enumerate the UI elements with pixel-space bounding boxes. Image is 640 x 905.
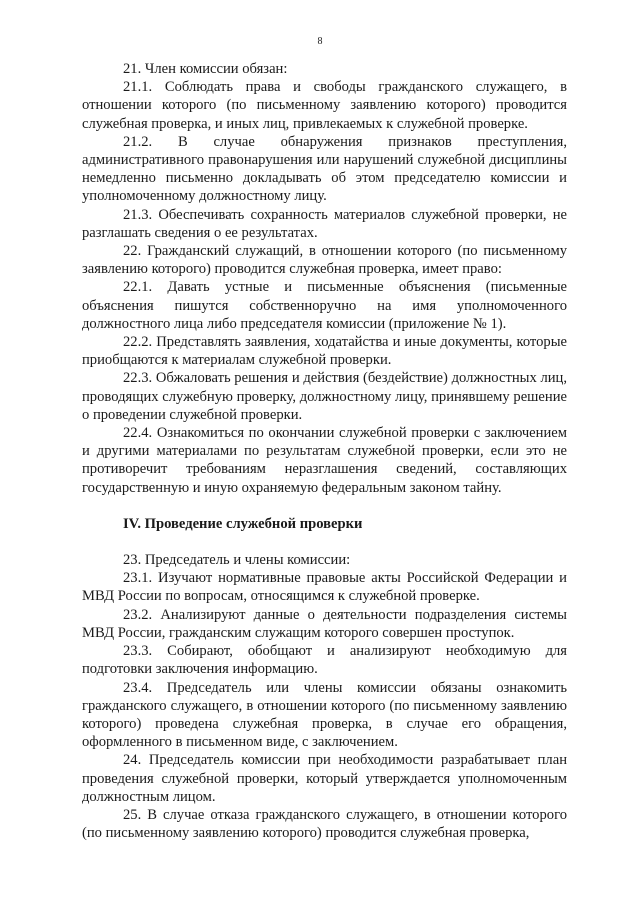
- paragraph-22-2: 22.2. Представлять заявления, ходатайства и иные документы, которые приобщаются к материалам служебной проверки.: [82, 334, 567, 369]
- paragraph-23-1: 23.1. Изучают нормативные правовые акты Российской Федерации и МВД России по вопросам, относящимся к служебной проверке.: [82, 570, 567, 605]
- section-heading: IV. Проведение служебной проверки: [123, 515, 363, 532]
- paragraph-21: 21. Член комиссии обязан:: [123, 61, 288, 77]
- paragraph-23-2: 23.2. Анализируют данные о деятельности подразделения системы МВД России, гражданским служащим которого совершен проступок.: [82, 606, 567, 641]
- paragraph-22-3: 22.3. Обжаловать решения и действия (бездействие) должностных лиц, проводящих служебную проверку, должностному лицу, принявшему решение о проведении служебной проверки.: [82, 370, 567, 423]
- document-body: [82, 60, 567, 842]
- paragraph-22-4: 22.4. Ознакомиться по окончании служебной проверки с заключением и другими материалами по результатам служебной проверки, если это не противоречит требованиям неразглашения сведений, составляющих государственную и иную охраняемую федеральным законом тайну.: [82, 425, 567, 496]
- page-number: 8: [317, 36, 323, 47]
- paragraph-21-1: 21.1. Соблюдать права и свободы гражданского служащего, в отношении которого (по письменному заявлению которого) проводится служебная проверка, и иных лиц, привлекаемых к служебной проверке.: [82, 79, 567, 132]
- paragraph-21-3: 21.3. Обеспечивать сохранность материалов служебной проверки, не разглашать сведения о ее результатах.: [82, 206, 567, 241]
- paragraph-23-4: 23.4. Председатель или члены комиссии обязаны ознакомить гражданского служащего, в отношении которого (по письменному заявлению которого) проведена служебная проверка, в случае его обращения, оформленного в письменном виде, с заключением.: [82, 679, 567, 751]
- paragraph-24: 24. Председатель комиссии при необходимости разрабатывает план проведения служебной проверки, который утверждается уполномоченным должностным лицом.: [82, 752, 567, 805]
- paragraph-21-2: 21.2. В случае обнаружения признаков преступления, административного правонарушения или нарушений служебной дисциплины немедленно письменно докладывать об этом председателю комиссии и уполномоченному должностному лицу.: [82, 133, 567, 205]
- paragraph-23-3: 23.3. Собирают, обобщают и анализируют необходимую для подготовки заключения информацию.: [82, 643, 567, 678]
- paragraph-23: 23. Председатель и члены комиссии:: [123, 552, 351, 569]
- paragraph-22-1: 22.1. Давать устные и письменные объяснения (письменные объяснения пишутся собственноручно на имя уполномоченного должностного лица либо председателя комиссии (приложение № 1).: [82, 279, 567, 332]
- paragraph-22: 22. Гражданский служащий, в отношении которого (по письменному заявлению которого) проводится служебная проверка, имеет право:: [82, 243, 567, 278]
- paragraph-25: 25. В случае отказа гражданского служащего, в отношении которого (по письменному заявлению которого) проводится служебная проверка,: [82, 806, 567, 842]
